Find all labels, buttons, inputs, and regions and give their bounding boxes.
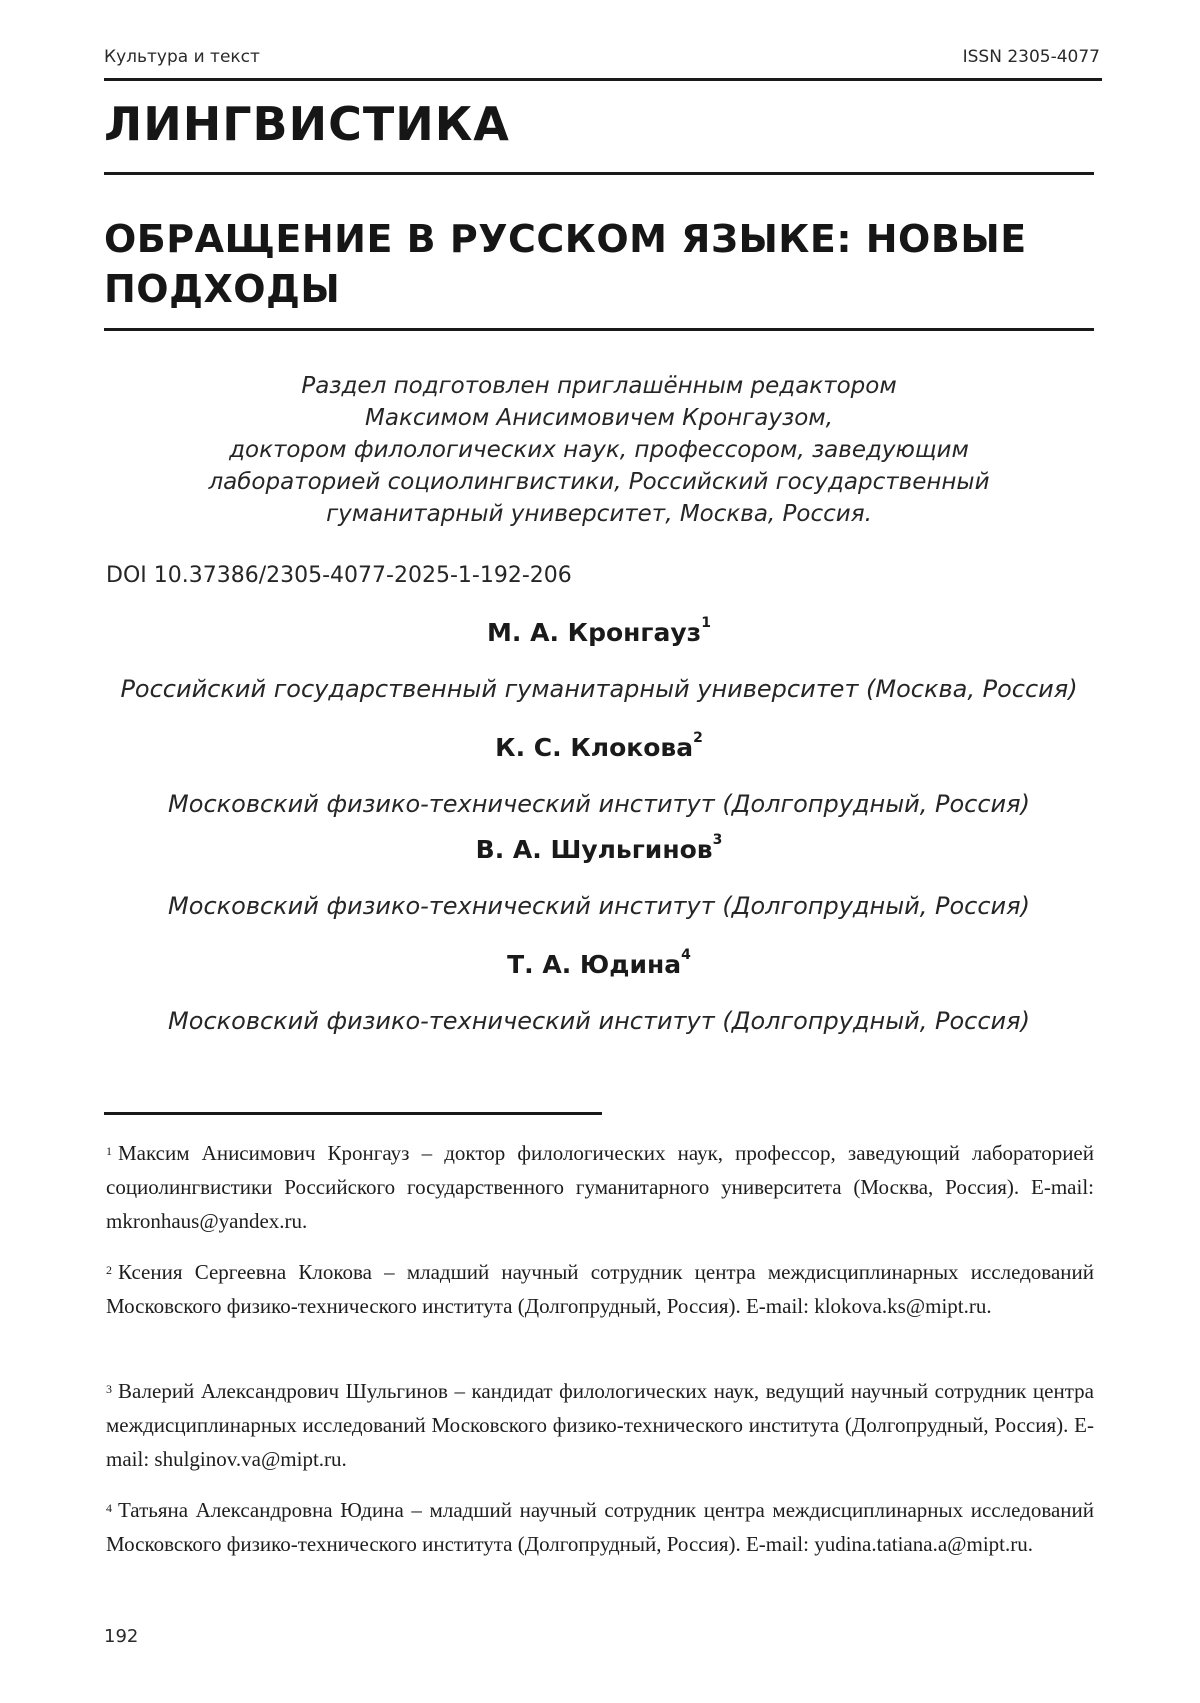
footnote-mark: 4 bbox=[106, 1501, 112, 1515]
page-number: 192 bbox=[104, 1626, 139, 1647]
footnote bbox=[106, 1493, 1094, 1561]
header-divider bbox=[104, 78, 1102, 81]
running-head bbox=[104, 47, 1100, 69]
issn: ISSN 2305-4077 bbox=[962, 47, 1100, 67]
editor-note bbox=[104, 370, 1094, 530]
editor-note-line: лабораторией социолингвистики, Российский государственный bbox=[208, 469, 990, 495]
author-footnote-mark[interactable]: 3 bbox=[712, 832, 723, 848]
footnote-mark: 2 bbox=[106, 1263, 112, 1277]
author-name-text: М. А. Кронгауз bbox=[487, 618, 702, 647]
author-footnote-mark[interactable]: 4 bbox=[681, 947, 691, 963]
journal-name: Культура и текст bbox=[104, 47, 260, 67]
editor-note-line: Максимом Анисимовичем Кронгаузом, bbox=[365, 405, 833, 431]
author-footnote-mark[interactable]: 2 bbox=[693, 730, 703, 746]
title-divider bbox=[104, 328, 1094, 331]
footnote-text: Ксения Сергеевна Клокова – младший научный сотрудник центра междисциплинарных исследований Московского физико-технического института (Долгопрудный, Россия). E-mail: klokova.ks@mipt.ru. bbox=[106, 1260, 1094, 1318]
author-name bbox=[104, 832, 1094, 864]
author-affiliation: Российский государственный гуманитарный университет (Москва, Россия) bbox=[120, 675, 1078, 703]
author-footnote-mark[interactable]: 1 bbox=[701, 615, 711, 631]
author-affiliation: Московский физико-технический институт (Долгопрудный, Россия) bbox=[168, 1007, 1030, 1035]
footnote bbox=[106, 1136, 1094, 1238]
section-divider bbox=[104, 172, 1094, 175]
article-title: ОБРАЩЕНИЕ В РУССКОМ ЯЗЫКЕ: НОВЫЕ ПОДХОДЫ bbox=[104, 217, 1027, 311]
section-title: ЛИНГВИСТИКА bbox=[104, 97, 510, 151]
footnote bbox=[106, 1255, 1094, 1323]
author-affiliation: Московский физико-технический институт (Долгопрудный, Россия) bbox=[168, 790, 1030, 818]
footnote-text: Максим Анисимович Кронгауз – доктор филологических наук, профессор, заведующий лабораторией социолингвистики Российского государственного гуманитарного университета (Москва, Россия). E-mail: mkronhaus@yandex.ru. bbox=[106, 1141, 1094, 1233]
footnote-text: Валерий Александрович Шульгинов – кандидат филологических наук, ведущий научный сотрудник центра междисциплинарных исследований Московского физико-технического института (Долгопрудный, Россия). E-mail: shulginov.va@mipt.ru. bbox=[106, 1379, 1094, 1471]
author-name-text: К. С. Клокова bbox=[495, 733, 694, 762]
doi: DOI 10.37386/2305-4077-2025-1-192-206 bbox=[106, 563, 572, 588]
footnote-mark: 3 bbox=[106, 1382, 112, 1396]
author-name bbox=[104, 947, 1094, 979]
footnote bbox=[106, 1374, 1094, 1476]
author-name-text: В. А. Шульгинов bbox=[475, 835, 713, 864]
editor-note-line: Раздел подготовлен приглашённым редактором bbox=[301, 373, 897, 399]
author-name bbox=[104, 730, 1094, 762]
author-name bbox=[104, 615, 1094, 647]
footnote-mark: 1 bbox=[106, 1144, 112, 1158]
editor-note-line: доктором филологических наук, профессором, заведующим bbox=[229, 437, 969, 463]
editor-note-line: гуманитарный университет, Москва, Россия. bbox=[326, 501, 872, 527]
author-name-text: Т. А. Юдина bbox=[507, 950, 682, 979]
footnote-text: Татьяна Александровна Юдина – младший научный сотрудник центра междисциплинарных исследований Московского физико-технического института (Долгопрудный, Россия). E-mail: yudina.tatiana.a@mipt.ru. bbox=[106, 1498, 1094, 1556]
footnote-divider bbox=[104, 1112, 602, 1115]
author-affiliation: Московский физико-технический институт (Долгопрудный, Россия) bbox=[168, 892, 1030, 920]
